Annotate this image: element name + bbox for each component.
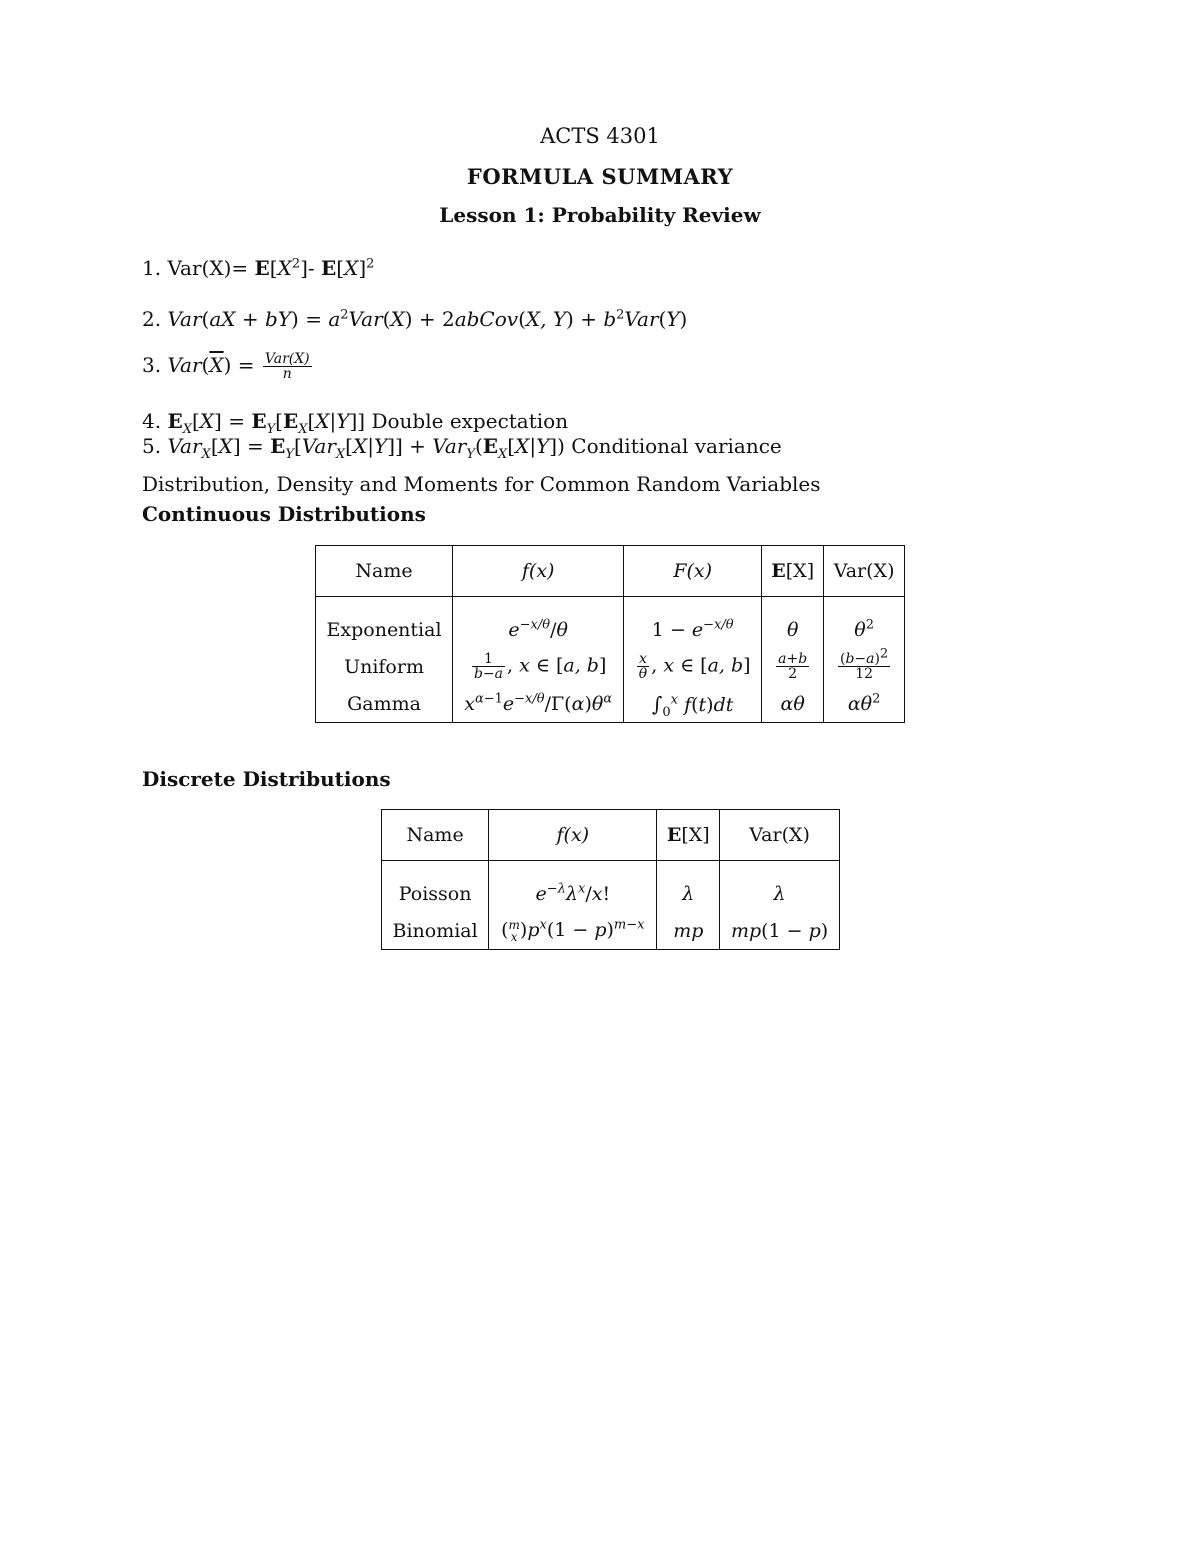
distribution-name: Gamma [316,685,453,723]
variance-cell: $\alpha\theta^2$ [824,685,905,723]
column-header: E[X] [657,810,720,861]
formula-5: 5. $Var_X[X] = E_Y[Var_X[X|Y]] + Var_Y(E_X[X|Y])$ Conditional variance [142,434,782,462]
variance-cell: λ [720,875,840,912]
formula-number: 3. [142,353,162,377]
formula-4: 4. $E_X[X] = E_Y[E_X[X|Y]]$ Double expectation [142,409,569,437]
density-cell: $x^{\alpha-1}e^{-x/\theta}/\Gamma(\alpha)\theta^\alpha$ [453,685,624,723]
course-title: ACTS 4301 [540,124,660,148]
distribution-intro: Distribution, Density and Moments for Common Random Variables [142,472,821,496]
page-heading: FORMULA SUMMARY [466,164,734,189]
density-cell: $\frac{1}{b-a}$ , x ∈ [a, b] [453,648,624,685]
mean-cell: λ [657,875,720,912]
formula-3: 3. $Var(\overline{X})$ = $\frac{\text{Var(X)}}{n}$ [142,351,310,382]
formula-number: 4. [142,409,162,433]
formula-number: 5. [142,434,162,458]
formula-label: Double expectation [371,409,569,433]
variance-cell: $\frac{(b-a)^2}{12}$ [824,648,905,685]
mean-cell: $\frac{a+b}{2}$ [762,648,824,685]
mean-cell: αθ [762,685,824,723]
cdf-cell: $\frac{x}{\theta}$ , x ∈ [a, b] [624,648,762,685]
lesson-title: Lesson 1: Probability Review [439,203,761,227]
table-row [382,875,840,912]
variance-cell: $\theta^2$ [824,611,905,648]
column-header: Var(X) [720,810,840,861]
formula-number: 2. [142,307,162,331]
table-row [316,685,905,723]
formula-label: Conditional variance [571,434,782,458]
table-row [316,611,905,648]
column-header: Var(X) [824,546,905,597]
continuous-distributions-table [315,545,905,723]
mean-cell: mp [657,912,720,950]
cdf-cell: $1 - e^{-x/\theta}$ [624,611,762,648]
discrete-section-title: Discrete Distributions [142,767,391,791]
formula-number: 1. [142,256,162,280]
column-header: f(x) [489,810,657,861]
distribution-name: Uniform [316,648,453,685]
table-row [382,912,840,950]
column-header: f(x) [453,546,624,597]
variance-cell: mp(1 − p) [720,912,840,950]
column-header: E[X] [762,546,824,597]
discrete-distributions-table [381,809,840,950]
column-header: F(x) [624,546,762,597]
continuous-section-title: Continuous Distributions [142,502,426,526]
density-cell: $e^{-x/\theta}/\theta$ [453,611,624,648]
table-header-row [382,810,840,861]
table-header-row [316,546,905,597]
formula-1: 1. $Var(X)= E[X^2]-$ $E[X]^2$ [142,256,375,280]
pmf-cell: $e^{-\lambda}\lambda^x/x$! [489,875,657,912]
mean-cell: θ [762,611,824,648]
cdf-cell: $\int_0^x$ f(t)dt [624,685,762,723]
table-row [316,648,905,685]
distribution-name: Poisson [382,875,489,912]
column-header: Name [316,546,453,597]
pmf-cell: ( m x )$p^x(1 - p)^{m-x}$ [489,912,657,950]
distribution-name: Binomial [382,912,489,950]
column-header: Name [382,810,489,861]
formula-2: 2. $Var(aX + bY) = a^2Var(X)$ + 2abCov(X, $Y) + b^2Var(Y)$ [142,307,688,331]
distribution-name: Exponential [316,611,453,648]
